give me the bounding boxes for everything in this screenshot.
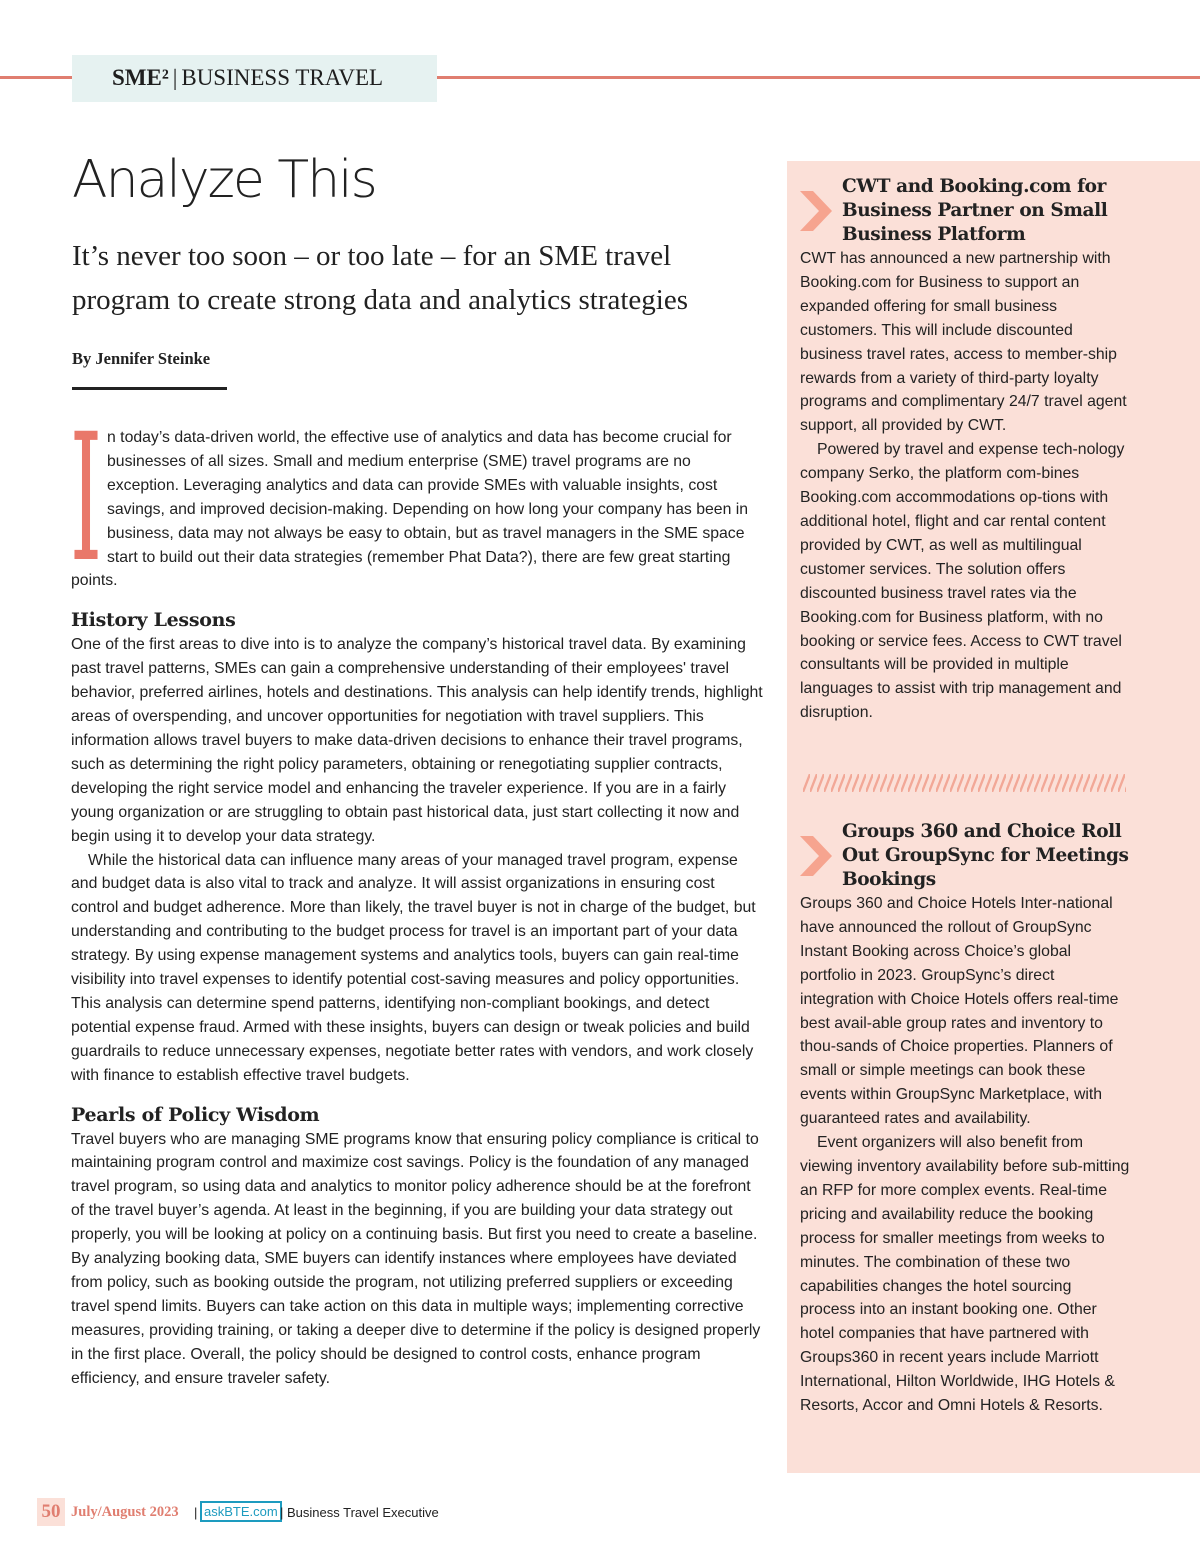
- drop-cap-letter: I: [70, 429, 102, 563]
- hatch-divider: [803, 774, 1126, 792]
- chevron-right-icon: [800, 191, 832, 231]
- article-subtitle: It’s never too soon – or too late – for an SME travel program to create strong data and analytics strategies: [72, 240, 689, 316]
- section-tab: [72, 55, 437, 102]
- site-link[interactable]: askBTE.com: [200, 1501, 282, 1522]
- sidebar-item-text: [800, 247, 1130, 725]
- section-name: BUSINESS TRAVEL: [181, 65, 384, 90]
- drop-cap: [65, 429, 107, 563]
- sidebar-item-header: [800, 820, 1130, 892]
- section-separator: |: [172, 65, 178, 90]
- byline: By Jennifer Steinke: [72, 349, 211, 368]
- sidebar-paragraph: Powered by travel and expense tech-nology company Serko, the platform com-bines Booking.com accommodations op-tions with additional hotel, flight and car rental content provided by CWT, as well as multilingual customer services. The solution offers discounted business travel rates via the Booking.com for Business platform, with no booking or service fees. Access to CWT travel consultants will be provided in multiple languages to assist with trip management and disruption.: [800, 441, 1125, 722]
- header-rule-left: [0, 76, 72, 79]
- sidebar-item-groups360: [800, 820, 1130, 1418]
- issue-date: July/August 2023: [71, 1504, 179, 1520]
- news-sidebar: [787, 161, 1200, 1473]
- section-tag: SME²: [112, 65, 169, 90]
- sidebar-item-header: [800, 175, 1130, 247]
- article-title: Analyze This: [72, 150, 376, 210]
- sidebar-headline: CWT and Booking.com for Business Partner on Small Business Platform: [842, 176, 1108, 245]
- section-heading-policy: Pearls of Policy Wisdom: [71, 1103, 320, 1126]
- intro-paragraph: n today’s data-driven world, the effective use of analytics and data has become crucial for businesses of all sizes. Small and medium enterprise (SME) travel programs are no exception. Leveraging analytics and data can provide SMEs with valuable insights, cost savings, and improved decision-making. Depending on how long your company has been in business, data may not always be easy to obtain, but as travel managers in the SME space start to build out their data strategies (remember Phat Data?), there are few great starting points.: [71, 429, 749, 590]
- history-paragraph-2: While the historical data can influence many areas of your managed travel program, expense and budget data is also vital to track and analyze. It will assist organizations in ensuring cost control and budget adherence. More than likely, the travel buyer is not in charge of the budget, but understanding and contributing to the budget process for travel is an important part of your data strategy. By using expense management systems and analytics tools, buyers can gain real-time visibility into travel expenses to identify potential cost-saving measures and policy opportunities. This analysis can determine spend patterns, identifying non-compliant bookings, and detect potential expense fraud. Armed with these insights, buyers can design or tweak policies and build guardrails to reduce unnecessary expenses, negotiate better rates with vendors, and work closely with finance to establish effective travel budgets.: [71, 851, 756, 1084]
- section-heading-history: History Lessons: [71, 609, 236, 632]
- byline-rule: [72, 387, 227, 390]
- sidebar-paragraph: CWT has announced a new partnership with Booking.com for Business to support an expanded offering for small business customers. This will include discounted business travel rates, access to member-ship rewards from a variety of third-party loyalty programs and complimentary 24/7 travel agent support, all provided by CWT.: [800, 250, 1127, 435]
- history-paragraph-1: One of the first areas to dive into is to analyze the company’s historical travel data. By examining past travel patterns, SMEs can gain a comprehensive understanding of their employees' travel behavior, preferred airlines, hotels and destinations. This analysis can help identify trends, highlight areas of overspending, and uncover opportunities for negotiation with travel suppliers. This information allows travel buyers to make data-driven decisions to enhance their travel programs, such as determining the right policy parameters, obtaining or renegotiating supplier contracts, developing the right service model and enhancing the traveler experience. If you are in a fairly young organization or are struggling to obtain past historical data, just start collecting it now and begin using it to develop your data strategy.: [71, 636, 763, 845]
- sidebar-paragraph: Event organizers will also benefit from viewing inventory availability before sub-mitting an RFP for more complex events. Real-time pricing and availability reduce the booking process for smaller meetings from weeks to minutes. The combination of these two capabilities changes the hotel sourcing process into an instant booking one. Other hotel companies that have partnered with Groups360 in recent years include Marriott International, Hilton Worldwide, IHG Hotels & Resorts, Accor and Omni Hotels & Resorts.: [800, 1134, 1130, 1415]
- footer-separator: |: [194, 1505, 198, 1520]
- header-rule-right: [437, 76, 1200, 79]
- policy-paragraph-1: Travel buyers who are managing SME programs know that ensuring policy compliance is critical to maintaining program control and maximize cost savings. Policy is the foundation of any managed travel program, so using data and analytics to monitor policy adherence should be at the forefront of the travel buyer’s agenda. At least in the beginning, if you are building your data strategy out properly, you will be looking at policy on a continuing basis. But first you need to create a baseline. By analyzing booking data, SME buyers can identify instances where employees have deviated from policy, such as booking outside the program, not utilizing preferred suppliers or exceeding travel spend limits. Buyers can take action on this data in multiple ways; implementing corrective measures, providing training, or taking a deeper dive to determine if the policy is designed properly in the first place. Overall, the policy should be designed to control costs, enhance program efficiency, and ensure traveler safety.: [71, 1130, 761, 1387]
- sidebar-item-cwt: [800, 175, 1130, 725]
- page-number: 50: [37, 1498, 65, 1526]
- chevron-right-icon: [800, 836, 832, 876]
- article-body: [71, 426, 766, 1391]
- sidebar-paragraph: Groups 360 and Choice Hotels Inter-national have announced the rollout of GroupSync Instant Booking across Choice’s global portfolio in 2023. GroupSync’s direct integration with Choice Hotels offers real-time best avail-able group rates and inventory to thou-sands of Choice properties. Planners of small or simple meetings can book these events within GroupSync Marketplace, with guaranteed rates and availability.: [800, 895, 1119, 1128]
- publication-name: | Business Travel Executive: [280, 1505, 439, 1520]
- sidebar-headline: Groups 360 and Choice Roll Out GroupSync for Meetings Bookings: [842, 821, 1129, 890]
- sidebar-item-text: [800, 892, 1130, 1418]
